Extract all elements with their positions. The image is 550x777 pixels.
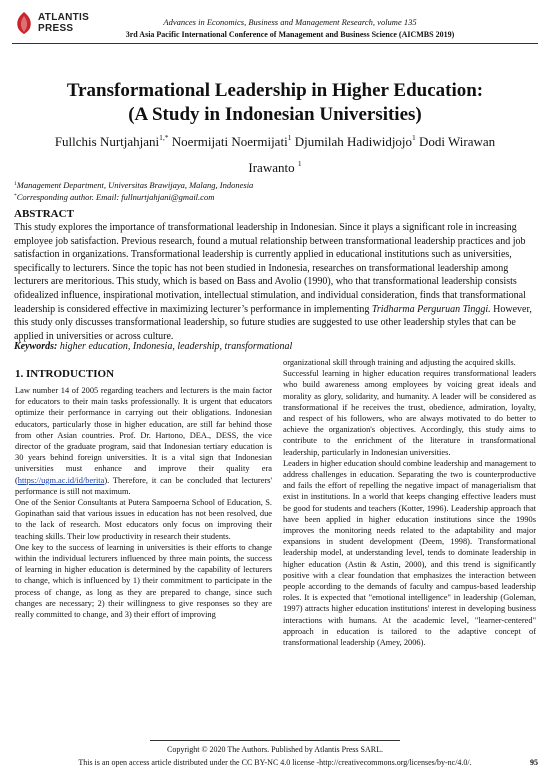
right-paragraph-2: Successful learning in higher education requires transformational leaders who build awareness among employees by voicing great ideals and morality as glory, solidarity, and humanity. A leader will be considered as transformational if he receives the trust, obedience, admiration, loyalty, and respect of his followers, who are always motivated to do better to achieve the organization's objectives. Accordingly, this study aims to contribute to the enrichment of the literature in transformational leadership, particularly in Indonesian universities. — [283, 369, 536, 457]
intro-paragraph-2: One of the Senior Consultants at Putera Sampoerna School of Education, S. Gopinathan said that various issues in education has not been resolved, due to the lack of research. Most educators only focus on improving their teaching skills. Their low productivity in research their students. — [15, 498, 272, 541]
journal-name: Advances in Economics, Business and Management Research, volume 135 — [163, 17, 417, 27]
logo-text-line1: ATLANTIS — [38, 12, 90, 23]
title-line-1: Transformational Leadership in Higher Education: — [66, 80, 484, 101]
keywords-list: higher education, Indonesia, leadership, transformational — [59, 341, 293, 352]
affiliation-1: Management Department, Universitas Brawijaya, Malang, Indonesia — [16, 180, 254, 190]
abstract-text — [14, 221, 536, 343]
author-4-sup: 1 — [297, 159, 302, 168]
ugm-news-link[interactable]: https://ugm.ac.id/id/berita — [17, 475, 105, 485]
author-2-sup: 1 — [287, 133, 292, 142]
conference-name: 3rd Asia Pacific International Conference of Management and Business Science (AICMBS 2019) — [125, 30, 455, 39]
logo-text-line2: PRESS — [38, 23, 74, 34]
author-3-sup: 1 — [412, 133, 416, 142]
keywords-label: Keywords: — [14, 341, 58, 352]
abstract-heading: ABSTRACT — [14, 208, 74, 220]
intro-paragraph-3: One key to the success of learning in universities is their efforts to change within the individual lecturers influenced by three main points, the success of learning in higher education is determined by the capability of lecturers to change, which is influenced by 1) their commitment to participate in the process of change, as long as they are prepared to change, since such changes are necessary; 2) their willingness to give responses so they are really committed to change, and 3) their effort of improving — [15, 542, 272, 620]
right-paragraph-1: organizational skill through training and adjusting the acquired skills. — [283, 358, 516, 367]
author-2: Noermijati Noermijati — [171, 134, 288, 149]
affiliation-1-sup: 1 — [14, 181, 17, 187]
footer-rule — [150, 740, 400, 741]
author-3: Djumilah Hadiwidjojo — [294, 134, 413, 149]
affiliation-2-sup: * — [14, 192, 17, 199]
intro-paragraph-1: Law number 14 of 2005 regarding teachers and lecturers is the main factor for educators to their main tasks professionally. It is urgent that educators optimize their performance in carrying out their obligations. Indonesian educators, particularly those in higher education, are still far behind those from other Asian countries. Prof. Dr. Hartono, DEA., DESS, the vice director of the graduate program, said that Indonesian tertiary education is 30 years behind foreign universities. It is a vital sign that Indonesian universities must enhance and improve their quality era (https://ugm.ac.id/id/berita). Therefore, it can be concluded that lecturers' performance is still not maximum. — [15, 386, 272, 496]
abstract-body: This study explores the importance of transformational leadership in Indonesian. Since it plays a significant role in increasing employee job satisfaction. Previous research, found a mutual relationship between transformational leadership practices and job satisfaction in organizations. Transformational leadership is currently applied in educational institutions such as universities, specifically to lecturers. Since the topic has not been studied in Indonesia, researches on transformational leadership among lecturers are meritorious. This study, which is based on Bass and Avolio (1990), who that transformational leadership consists ofidealized influence, inspirational motivation, intellectual stimulation, and individual consideration, finds that transformational leadership is considered effective in maximizing lecturer’s performance in implementing — [14, 222, 526, 315]
author-list — [50, 127, 500, 179]
title-line-2: (A Study in Indonesian Universities) — [128, 104, 422, 125]
corresponding-author: Corresponding author. Email: fullnurtjahjani@gmail.com — [16, 191, 215, 202]
author-4: Dodi Wirawan — [419, 134, 496, 149]
section-heading-introduction: 1. INTRODUCTION — [15, 368, 115, 380]
left-column — [15, 385, 272, 620]
right-paragraph-3: Leaders in higher education should combine leadership and management to address challenges in education. Separating the two is counterproductive and fails the effort of repelling the negative impact of managerialism that exist in institutions. In a world that keeps changing effective leaders must be good for students and teachers (Kotter, 1996). Leadership approach that have been applied in higher education institutions since the 1990s improves the monitoring needs related to the adaptability and major expansions in student development (Deem, 1998). Transformational leadership model, at understanding level, tends to dominate leadership in higher education (Astin & Astin, 2000), and this trend is significantly positive with a clear foundation that emphasizes the interaction between people according to the demands of faculty and campus-based leadership roles. It is expected that "emotional intelligence" in leadership (Goleman, 1997) attracts higher education institutions' interest in developing business interactions with humans. At the academic level, "learner-centered" approach in education is tailored to the adaptive concept of transformational leadership (Amey, 2006). — [283, 458, 536, 648]
abstract-italic-term: Tridharma Perguruan Tinggi. — [371, 303, 491, 315]
page-number: 95 — [530, 758, 538, 767]
license-notice: This is an open access article distributed under the CC BY-NC 4.0 license -http://creativecommons.org/licenses/by-nc/4.0/. — [78, 758, 472, 767]
author-1-sup: 1,* — [159, 133, 169, 142]
copyright-notice: Copyright © 2020 The Authors. Published by Atlantis Press SARL. — [167, 745, 383, 754]
right-column — [283, 357, 536, 648]
abstract-body-end: However, this study only discusses transformational leadership, so future studies are suggested to use other leadership styles that can be applied in universities or across culture. — [14, 303, 532, 342]
author-1: Fullchis Nurtjahjani — [54, 134, 160, 149]
keywords — [14, 340, 536, 353]
affiliations — [14, 179, 253, 202]
header-rule — [12, 43, 538, 44]
author-4-surname: Irawanto — [248, 160, 295, 175]
paper-title — [40, 79, 510, 127]
